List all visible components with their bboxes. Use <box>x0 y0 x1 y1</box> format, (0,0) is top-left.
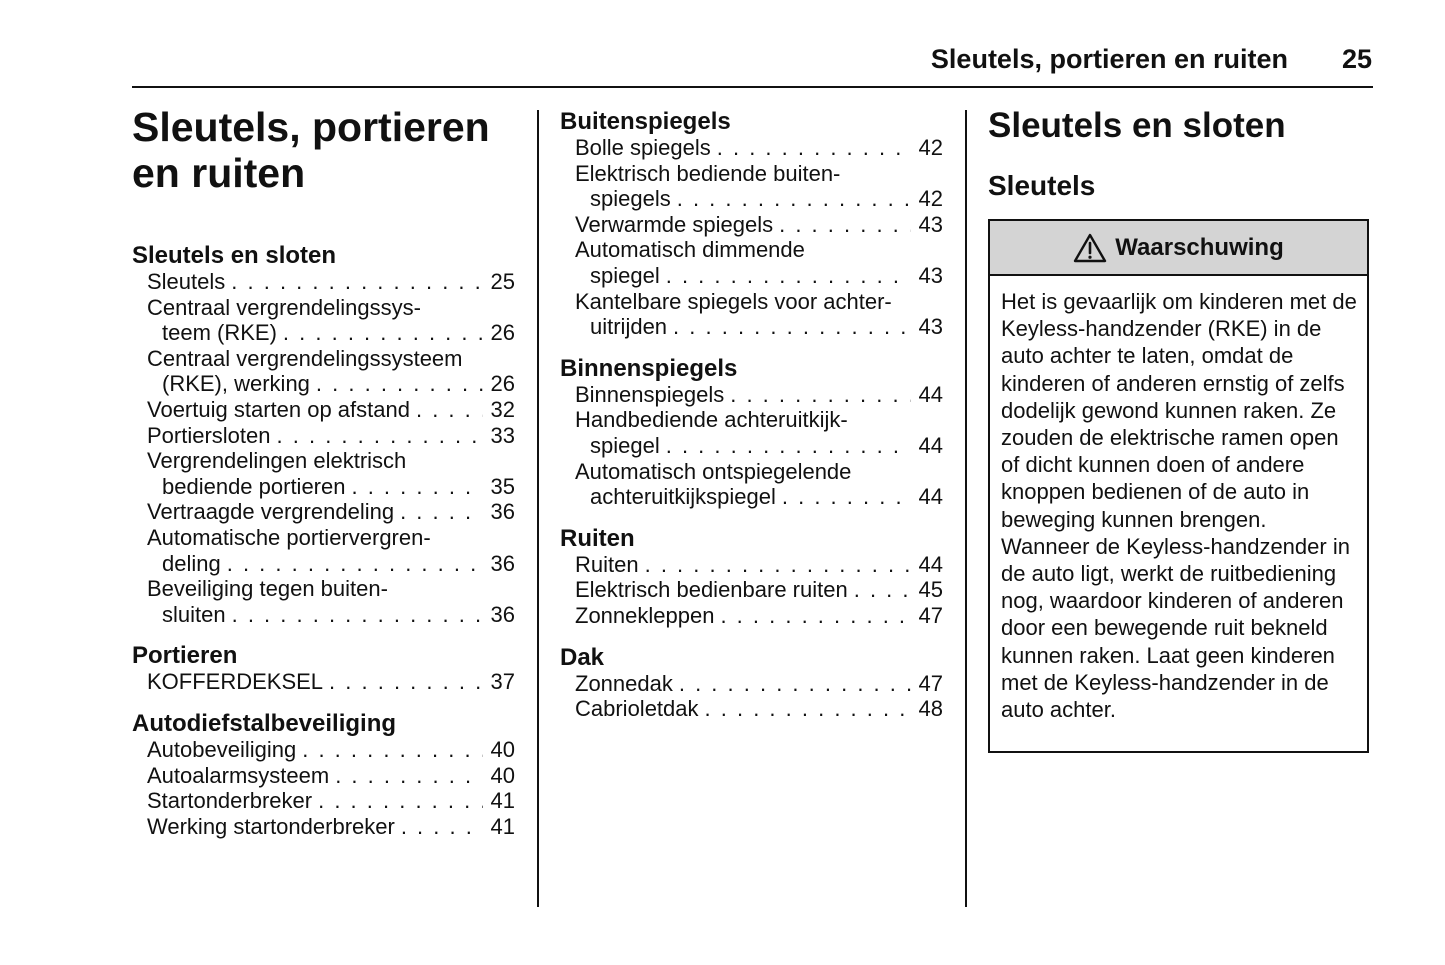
toc-entry[interactable] <box>132 269 515 295</box>
toc-entry[interactable] <box>560 407 943 458</box>
toc-entry-line <box>147 525 515 551</box>
toc-leader-dots <box>318 788 483 814</box>
toc-entry-line <box>147 371 515 397</box>
toc-entry-line <box>147 551 515 577</box>
toc-leader-dots <box>717 135 911 161</box>
warning-label: Waarschuwing <box>1115 233 1284 261</box>
toc-entry-line <box>147 269 515 295</box>
toc-entry-text: Automatisch dimmende <box>575 237 805 263</box>
toc-page-number: 33 <box>490 422 515 448</box>
toc-entry-line <box>147 423 515 449</box>
warning-text: Het is gevaarlijk om kinderen met de Keyless-handzender (RKE) in de auto achter te laten, omdat de kinderen of anderen ernstig of zelfs dodelijk gewond kunnen raken. Ze zouden de elektrische ramen open of dicht kunnen doen of andere knoppen bedienen of de auto in beweging kunnen brengen. Wanneer de Keyless-handzender in de auto ligt, werkt de ruitbediening nog, waardoor kinderen of anderen door een bewegende ruit bekneld kunnen raken. Laat geen kinderen met de Keyless-handzender in de auto achter. <box>1001 289 1357 723</box>
toc-entry-line <box>575 407 943 433</box>
toc-entry-text: deling <box>162 550 221 576</box>
toc-page-number: 43 <box>918 211 943 237</box>
toc-leader-dots <box>677 186 911 212</box>
toc-entry-text: Sleutels <box>147 269 226 294</box>
toc-entry-text: Handbediende achteruitkijk- <box>575 407 848 433</box>
toc-entry-line <box>575 696 943 722</box>
toc-entry-text: Elektrisch bedienbare ruiten <box>575 577 848 603</box>
toc-leader-dots <box>645 552 911 578</box>
toc-page-number: 40 <box>490 736 515 762</box>
toc-entry[interactable] <box>132 814 515 840</box>
toc-section <box>560 108 943 340</box>
toc-entry-text: (RKE), werking <box>162 371 310 397</box>
toc-page-number: 41 <box>490 813 515 839</box>
toc-entry[interactable] <box>132 448 515 499</box>
toc-leader-dots <box>779 212 911 238</box>
toc-entry-text: bediende portieren <box>162 473 346 499</box>
toc-entry[interactable] <box>132 397 515 423</box>
toc-entry-line <box>575 433 943 459</box>
toc-entry-text: Elektrisch bediende buiten- <box>575 160 841 186</box>
toc-entry-text: Werking startonderbreker <box>147 813 395 839</box>
toc-entry-line <box>147 474 515 500</box>
toc-entry-line <box>147 397 515 423</box>
toc-entry-text: Ruiten <box>575 551 639 577</box>
toc-section-heading: Ruiten <box>560 524 635 552</box>
toc-entry[interactable] <box>560 135 943 161</box>
toc-page-number: 44 <box>918 432 943 458</box>
toc-entry-line <box>575 671 943 697</box>
toc-entry-text: KOFFERDEKSEL <box>147 669 324 695</box>
toc-entry[interactable] <box>132 737 515 763</box>
toc-page-number: 45 <box>918 577 943 603</box>
toc-section <box>560 644 943 722</box>
toc-entry-line <box>575 135 943 161</box>
toc-page-number: 44 <box>918 484 943 510</box>
toc-page-number: 41 <box>490 788 515 814</box>
toc-entry[interactable] <box>560 212 943 238</box>
toc-column-2 <box>560 108 943 722</box>
toc-entry[interactable] <box>132 763 515 789</box>
toc-entry-line <box>147 499 515 525</box>
warning-header <box>990 221 1367 276</box>
toc-entry[interactable] <box>132 499 515 525</box>
toc-entry-line <box>147 669 515 695</box>
toc-entry-line <box>575 186 943 212</box>
toc-entry-line <box>147 295 515 321</box>
toc-leader-dots <box>400 499 483 525</box>
toc-entry-text: Centraal vergrendelingssysteem <box>147 345 463 371</box>
toc-entry[interactable] <box>560 382 943 408</box>
toc-entry-line <box>575 552 943 578</box>
toc-section <box>132 242 515 627</box>
toc-entry-text: spiegel <box>590 262 660 288</box>
toc-page-number: 42 <box>918 135 943 160</box>
toc-leader-dots <box>351 474 483 500</box>
toc-entry-text: uitrijden <box>590 314 668 340</box>
toc-leader-dots <box>335 763 483 789</box>
toc-entry[interactable] <box>560 696 943 722</box>
toc-entry-text: Bolle spiegels <box>575 135 711 160</box>
toc-page-number: 43 <box>918 314 943 340</box>
toc-entry-text: Kantelbare spiegels voor achter- <box>575 288 892 314</box>
toc-section-heading: Portieren <box>132 642 238 670</box>
toc-entry-text: Autobeveiliging <box>147 736 297 762</box>
toc-leader-dots <box>232 602 483 628</box>
toc-entry[interactable] <box>560 459 943 510</box>
chapter-title-line-2: en ruiten <box>132 150 306 196</box>
toc-entry-line <box>147 763 515 789</box>
toc-leader-dots <box>416 397 483 423</box>
toc-entry-text: Centraal vergrendelingssys- <box>147 294 421 320</box>
toc-page-number: 47 <box>918 670 943 696</box>
toc-page-number: 26 <box>490 320 515 346</box>
toc-entry-line <box>147 576 515 602</box>
toc-entry-text: Verwarmde spiegels <box>575 211 774 237</box>
toc-entry-text: Vergrendelingen elektrisch <box>147 448 407 474</box>
chapter-title <box>132 104 522 196</box>
toc-section <box>132 642 515 695</box>
toc-entry-line <box>147 448 515 474</box>
toc-entry[interactable] <box>132 576 515 627</box>
toc-leader-dots <box>302 737 483 763</box>
toc-entry-text: Automatisch ontspiegelende <box>575 458 852 484</box>
toc-page-number: 36 <box>490 601 515 627</box>
page-number: 25 <box>1341 44 1372 74</box>
toc-entry-line <box>575 263 943 289</box>
toc-entry-line <box>147 814 515 840</box>
toc-entry-line <box>147 320 515 346</box>
toc-entry-line <box>575 577 943 603</box>
toc-entry-line <box>575 603 943 629</box>
toc-leader-dots <box>673 314 911 340</box>
toc-page-number: 37 <box>490 669 515 695</box>
toc-entry-text: Binnenspiegels <box>575 381 725 407</box>
toc-leader-dots <box>227 551 483 577</box>
toc-entry-text: Portiersloten <box>147 422 271 448</box>
toc-entry-text: Beveiliging tegen buiten- <box>147 576 388 602</box>
toc-entry-line <box>575 459 943 485</box>
toc-entry[interactable] <box>132 669 515 695</box>
toc-leader-dots <box>231 269 483 295</box>
toc-leader-dots <box>705 696 911 722</box>
toc-entry[interactable] <box>560 552 943 578</box>
toc-leader-dots <box>730 382 911 408</box>
toc-entry-text: Startonderbreker <box>147 788 313 814</box>
toc-entry-text: spiegel <box>590 432 660 458</box>
toc-section-heading: Dak <box>560 643 605 671</box>
toc-entry[interactable] <box>560 237 943 288</box>
toc-page-number: 25 <box>490 269 515 294</box>
toc-leader-dots <box>666 263 911 289</box>
toc-page-number: 44 <box>918 551 943 577</box>
toc-section-heading: Autodiefstalbeveiliging <box>132 709 397 737</box>
header-rule <box>132 86 1373 88</box>
toc-entry[interactable] <box>132 788 515 814</box>
toc-page-number: 36 <box>490 499 515 525</box>
toc-section-heading: Sleutels en sloten <box>132 242 337 269</box>
toc-leader-dots <box>782 484 911 510</box>
toc-entry-text: Vertraagde vergrendeling <box>147 499 395 525</box>
toc-entry-line <box>575 382 943 408</box>
toc-leader-dots <box>854 577 911 603</box>
toc-page-number: 26 <box>490 371 515 397</box>
toc-entry-line <box>575 484 943 510</box>
section-title: Sleutels en sloten <box>988 106 1286 145</box>
toc-entry[interactable] <box>560 289 943 340</box>
toc-entry[interactable] <box>560 671 943 697</box>
toc-entry-line <box>575 237 943 263</box>
toc-entry-line <box>147 602 515 628</box>
toc-entry-text: spiegels <box>590 186 671 212</box>
toc-leader-dots <box>316 371 483 397</box>
toc-entry[interactable] <box>560 603 943 629</box>
toc-entry[interactable] <box>132 346 515 397</box>
toc-page-number: 36 <box>490 550 515 576</box>
toc-entry-text: Zonnedak <box>575 670 673 696</box>
toc-entry[interactable] <box>132 525 515 576</box>
toc-entry-line <box>575 314 943 340</box>
toc-leader-dots <box>679 671 911 697</box>
section-subtitle: Sleutels <box>988 170 1096 201</box>
toc-entry[interactable] <box>560 577 943 603</box>
toc-entry-line <box>147 737 515 763</box>
toc-entry-text: Automatische portiervergren- <box>147 524 431 550</box>
toc-entry-line <box>147 346 515 372</box>
toc-page-number: 32 <box>490 396 515 422</box>
toc-leader-dots <box>720 603 911 629</box>
toc-entry-text: Cabrioletdak <box>575 696 699 722</box>
toc-entry-text: Autoalarmsysteem <box>147 762 330 788</box>
toc-page-number: 42 <box>918 186 943 212</box>
toc-entry-line <box>147 788 515 814</box>
chapter-title-line-1: Sleutels, portieren <box>132 104 490 150</box>
toc-entry-line <box>575 161 943 187</box>
toc-leader-dots <box>329 669 483 695</box>
warning-box <box>988 219 1369 753</box>
toc-entry[interactable] <box>132 423 515 449</box>
toc-column-1 <box>132 242 515 839</box>
toc-page-number: 43 <box>918 262 943 288</box>
toc-leader-dots <box>283 320 483 346</box>
toc-section <box>560 525 943 629</box>
toc-entry[interactable] <box>560 161 943 212</box>
toc-entry-text: teem (RKE) <box>162 320 277 346</box>
toc-leader-dots <box>666 433 911 459</box>
toc-entry-text: Zonnekleppen <box>575 602 715 628</box>
toc-entry-line <box>575 289 943 315</box>
toc-section-heading: Buitenspiegels <box>560 108 731 135</box>
toc-leader-dots <box>401 814 483 840</box>
toc-page-number: 48 <box>918 696 943 722</box>
toc-section <box>132 710 515 839</box>
running-header-title: Sleutels, portieren en ruiten <box>930 44 1288 74</box>
toc-section <box>560 355 943 510</box>
toc-entry-text: sluiten <box>162 601 226 627</box>
toc-page-number: 44 <box>918 381 943 407</box>
warning-triangle-icon <box>1073 233 1107 263</box>
toc-leader-dots <box>277 423 483 449</box>
toc-entry-text: Voertuig starten op afstand <box>147 396 410 422</box>
toc-section-heading: Binnenspiegels <box>560 354 738 382</box>
toc-entry[interactable] <box>132 295 515 346</box>
toc-page-number: 35 <box>490 473 515 499</box>
toc-entry-line <box>575 212 943 238</box>
toc-page-number: 40 <box>490 762 515 788</box>
column-divider-1 <box>537 110 539 907</box>
toc-page-number: 47 <box>918 602 943 628</box>
toc-entry-text: achteruitkijkspiegel <box>590 484 776 510</box>
column-divider-2 <box>965 110 967 907</box>
